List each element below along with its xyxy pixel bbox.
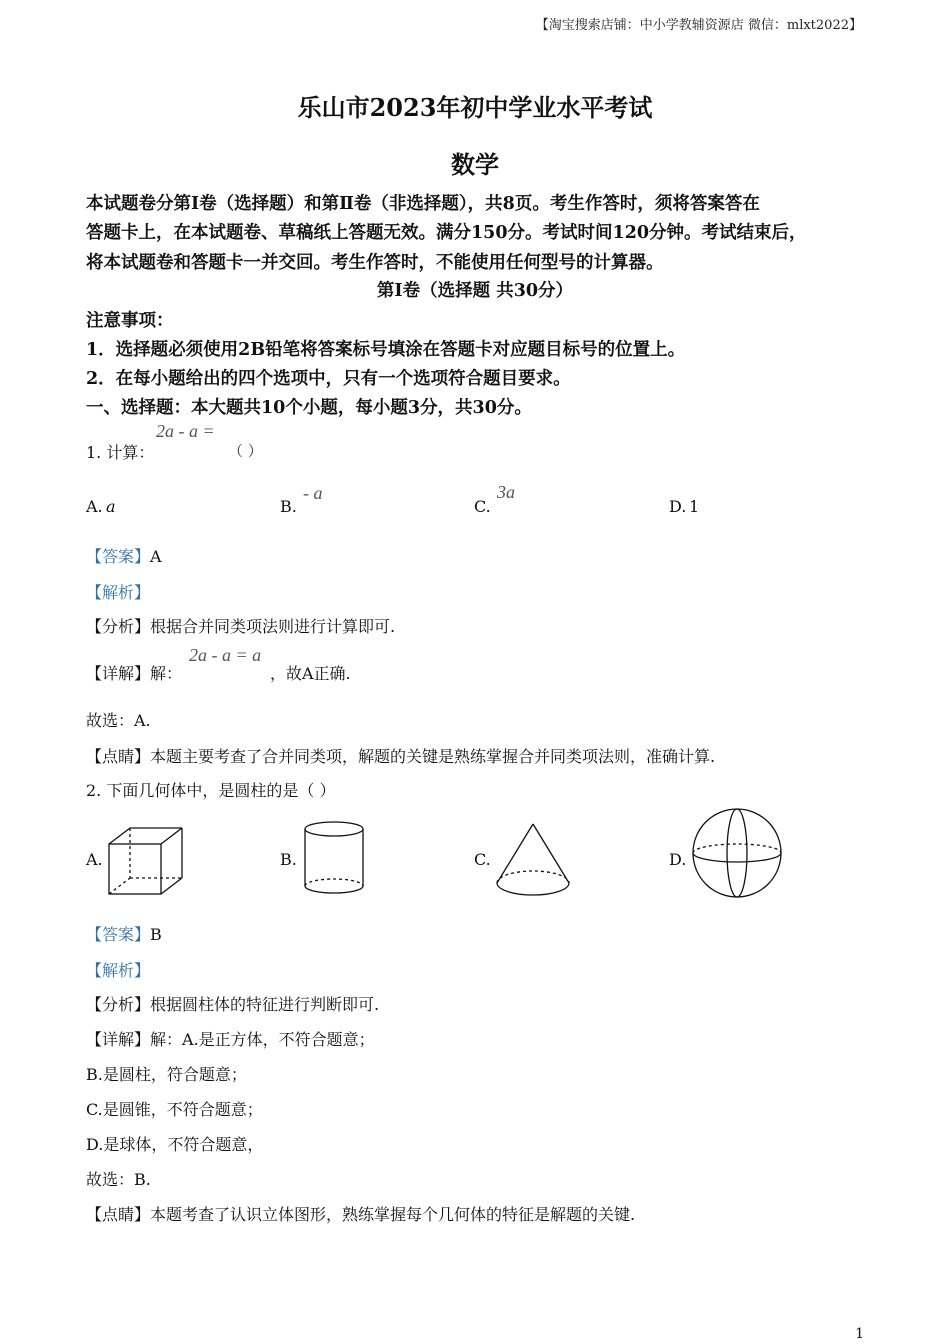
q1-option-b-value: - a (303, 483, 323, 503)
q1-answer (86, 544, 162, 567)
q1-comment (86, 744, 715, 767)
q2-choose: 故选：B. (86, 1170, 151, 1189)
q1-option-b-label: B. (280, 497, 297, 516)
exam-title: 乐山市2023年初中学业水平考试 (297, 93, 653, 122)
part1-title: 一、选择题：本大题共10个小题，每小题3分，共30分。 (86, 398, 532, 418)
q1-option-a-label: A. (86, 497, 103, 516)
q2-analysis-tag: 【解析】 (86, 961, 151, 980)
q1-fenxi (86, 614, 395, 637)
q1-detail-suffix: ，故A正确. (270, 664, 351, 683)
q2-comment (86, 1202, 635, 1225)
q1-detail-prefix: 解： (150, 664, 183, 683)
q2-answer-value: B (150, 925, 162, 944)
q2-answer (86, 922, 162, 945)
q1-comment-tag: 【点睛】 (86, 747, 151, 766)
q1-comment-text: 本题主要考查了合并同类项，解题的关键是熟练掌握合并同类项法则，准确计算. (150, 747, 716, 766)
notes-title: 注意事项： (86, 311, 174, 331)
q1-option-d-value: 1 (689, 497, 700, 516)
q1-detail-tag: 【详解】 (86, 664, 151, 683)
q1-stem: 1. 计算： (86, 443, 155, 462)
q1-option-c-label: C. (474, 497, 491, 516)
q1-fenxi-tag: 【分析】 (86, 617, 151, 636)
exam-subject: 数学 (451, 150, 499, 179)
note-2: 2．在每小题给出的四个选项中，只有一个选项符合题目要求。 (86, 369, 571, 389)
q1-option-a-value: a (106, 497, 116, 516)
q1-expression: 2a - a = (156, 421, 215, 441)
q2-fenxi-tag: 【分析】 (86, 995, 151, 1014)
section1-title: 第Ⅰ卷（选择题 共30分） (376, 281, 574, 301)
q1-paren: （ ） (228, 442, 263, 460)
intro-line-1: 本试题卷分第Ⅰ卷（选择题）和第Ⅱ卷（非选择题），共8页。考生作答时，须将答案答在 (86, 194, 760, 214)
header-note: 【淘宝搜索店铺：中小学教辅资源店 微信：mlxt2022】 (535, 18, 862, 33)
q2-detail-tag: 【详解】 (86, 1030, 151, 1049)
q1-detail-expression: 2a - a = a (189, 645, 262, 665)
q2-detail (86, 1027, 375, 1050)
q1-choose: 故选：A. (86, 711, 151, 730)
q2-line-b: B.是圆柱，符合题意； (86, 1065, 247, 1084)
intro-line-2: 答题卡上，在本试题卷、草稿纸上答题无效。满分150分。考试时间120分钟。考试结束后， (86, 223, 807, 243)
q2-fenxi-text: 根据圆柱体的特征进行判断即可. (150, 995, 380, 1014)
q2-line-d: D.是球体，不符合题意， (86, 1135, 264, 1154)
intro-line-3: 将本试题卷和答题卡一并交回。考生作答时，不能使用任何型号的计算器。 (86, 253, 664, 273)
page-number: 1 (855, 1326, 864, 1342)
q2-fenxi (86, 992, 379, 1015)
q2-line-c: C.是圆锥，不符合题意； (86, 1100, 263, 1119)
sphere-figure (690, 808, 784, 900)
q2-answer-tag: 【答案】 (86, 925, 151, 944)
q1-fenxi-text: 根据合并同类项法则进行计算即可. (150, 617, 396, 636)
q2-detail-text: 解：A.是正方体，不符合题意； (150, 1030, 375, 1049)
q1-detail (86, 661, 182, 684)
q2-stem: 2. 下面几何体中，是圆柱的是（ ） (86, 781, 336, 800)
q2-option-b-label: B. (280, 850, 297, 869)
q2-comment-tag: 【点睛】 (86, 1205, 151, 1224)
q1-option-d-label: D. (669, 497, 687, 516)
q2-comment-text: 本题考查了认识立体图形，熟练掌握每个几何体的特征是解题的关键. (150, 1205, 636, 1224)
q2-option-d-label: D. (669, 850, 687, 869)
note-1: 1．选择题必须使用2B铅笔将答案标号填涂在答题卡对应题目标号的位置上。 (86, 340, 686, 360)
q1-answer-value: A (150, 547, 162, 566)
q1-option-c-value: 3a (497, 482, 515, 502)
cube-figure (106, 826, 184, 896)
q2-option-c-label: C. (474, 850, 491, 869)
q1-analysis-tag: 【解析】 (86, 583, 151, 602)
q1-answer-tag: 【答案】 (86, 547, 151, 566)
cylinder-figure (302, 820, 366, 896)
q2-option-a-label: A. (86, 850, 103, 869)
cone-figure (494, 822, 572, 898)
